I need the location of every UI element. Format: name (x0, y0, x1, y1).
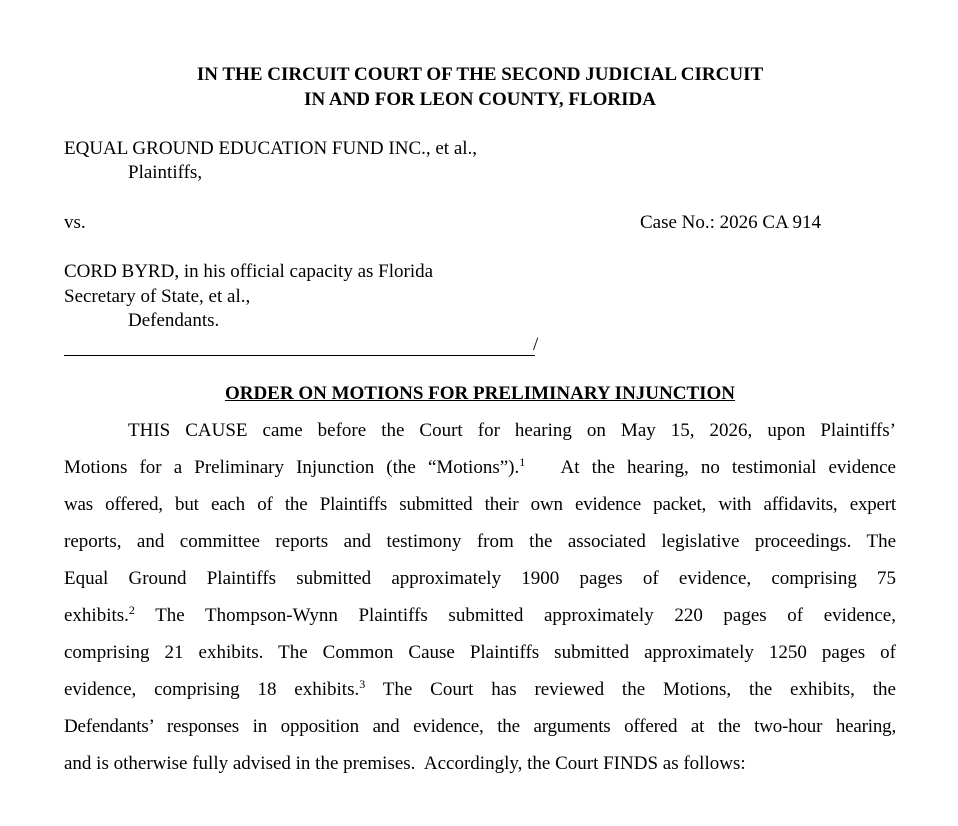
body-line-2-start: Motions for a Preliminary Injunction (the “Motions”). (64, 457, 520, 478)
caption-divider (64, 355, 535, 356)
body-line-8-end: The Court has reviewed the Motions, the exhibits, the (382, 679, 896, 700)
body-line-6-start: exhibits. (64, 605, 129, 626)
body-line-2 (64, 456, 896, 480)
versus-label: vs. (64, 212, 86, 233)
court-heading-line1: IN THE CIRCUIT COURT OF THE SECOND JUDICIAL CIRCUIT (196, 64, 764, 85)
body-line-6-end: The Thompson-Wynn Plaintiffs submitted approximately 220 pages of evidence, (155, 605, 896, 626)
footnote-ref-3[interactable]: 3 (359, 677, 366, 691)
footnote-ref-2[interactable]: 2 (128, 603, 135, 617)
body-line-5: Equal Ground Plaintiffs submitted approximately 1900 pages of evidence, comprising 75 (64, 568, 896, 589)
court-heading-line2: IN AND FOR LEON COUNTY, FLORIDA (304, 89, 656, 110)
case-number: Case No.: 2026 CA 914 (640, 212, 822, 233)
body-line-1: THIS CAUSE came before the Court for hearing on May 15, 2026, upon Plaintiffs’ (128, 420, 896, 441)
body-line-4: reports, and committee reports and testimony from the associated legislative proceedings. The (64, 531, 896, 552)
body-line-8 (64, 678, 896, 702)
body-line-7: comprising 21 exhibits. The Common Cause Plaintiffs submitted approximately 1250 pages of (64, 642, 896, 663)
body-line-2-end: At the hearing, no testimonial evidence (560, 457, 896, 478)
body-line-6 (64, 604, 896, 628)
body-line-3: was offered, but each of the Plaintiffs submitted their own evidence packet, with affidavits, expert (64, 494, 896, 515)
defendant-line1: CORD BYRD, in his official capacity as Florida (64, 261, 434, 282)
plaintiff-name: EQUAL GROUND EDUCATION FUND INC., et al., (64, 138, 478, 159)
defendant-line2: Secretary of State, et al., (64, 286, 251, 307)
footnote-ref-1[interactable]: 1 (519, 455, 526, 469)
plaintiff-role: Plaintiffs, (128, 162, 203, 183)
body-line-8-start: evidence, comprising 18 exhibits. (64, 679, 360, 700)
order-title: ORDER ON MOTIONS FOR PRELIMINARY INJUNCTION (224, 383, 736, 404)
defendant-role: Defendants. (128, 310, 220, 331)
body-line-10: and is otherwise fully advised in the premises. Accordingly, the Court FINDS as follows: (64, 753, 746, 774)
caption-slash: / (533, 334, 539, 355)
body-line-9: Defendants’ responses in opposition and evidence, the arguments offered at the two-hour hearing, (64, 716, 896, 737)
